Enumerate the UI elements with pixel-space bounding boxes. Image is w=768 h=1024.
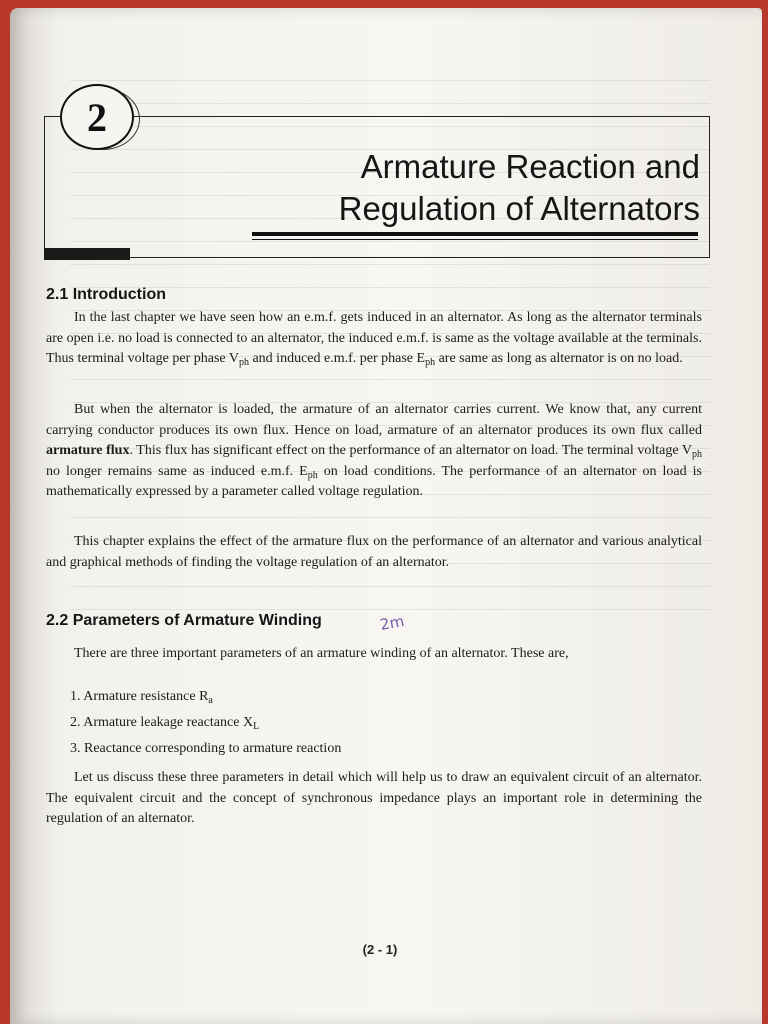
handwritten-note: 2m [378,612,406,634]
list-item: 2. Armature leakage reactance $X_L$ [70,715,260,732]
list-item: 3. Reactance corresponding to armature reaction [70,741,342,756]
armature-flux-term: armature flux [46,443,130,458]
chapter-tab-bar [44,248,130,260]
title-underline-thick [252,232,698,236]
intro-paragraph-1: In the last chapter we have seen how an e.m.f. gets induced in an alternator. As long as the alternator terminals are open i.e. no load is connected to an alternator, the induced e.m.f. is same as the voltage available at the terminals. Thus terminal voltage per phase $V_{ph}$ and induced e.m.f. per phase $E_{ph}$ are same as long as alternator is on no load. [46,310,702,368]
intro-paragraph-3: This chapter explains the effect of the armature flux on the performance of an alternator and various analytical and graphical methods of finding the voltage regulation of an alternator. [46,534,702,570]
section-heading-introduction: 2.1 Introduction [46,286,166,303]
section-heading-parameters: 2.2 Parameters of Armature Winding [46,612,322,629]
page-number: (2 - 1) [362,942,398,957]
parameters-list [70,684,341,762]
list-item: 1. Armature resistance $R_a$ [70,689,213,706]
book-page [10,8,762,1024]
title-underline-thin [252,239,698,240]
intro-paragraph-2: But when the alternator is loaded, the armature of an alternator carries current. We know that, any current carrying conductor produces its own flux. Hence on load, armature of an alternator produces its own flux called armature flux. This flux has significant effect on the performance of an alternator on load. The terminal voltage $V_{ph}$ no longer remains same as induced e.m.f. $E_{ph}$ on load conditions. The performance of an alternator on load is mathematically expressed by a parameter called voltage regulation. [46,402,702,499]
params-paragraph-1: There are three important parameters of an armature winding of an alternator. These are, [74,646,569,661]
params-paragraph-2: Let us discuss these three parameters in detail which will help us to draw an equivalent circuit of an alternator. The equivalent circuit and the concept of synchronous impedance plays an important role in determining the regulation of an alternator. [46,770,702,826]
chapter-number: 2 [60,84,134,150]
chapter-title-line1: Armature Reaction and [360,148,700,185]
chapter-title [230,146,700,230]
chapter-title-line2: Regulation of Alternators [338,190,700,227]
